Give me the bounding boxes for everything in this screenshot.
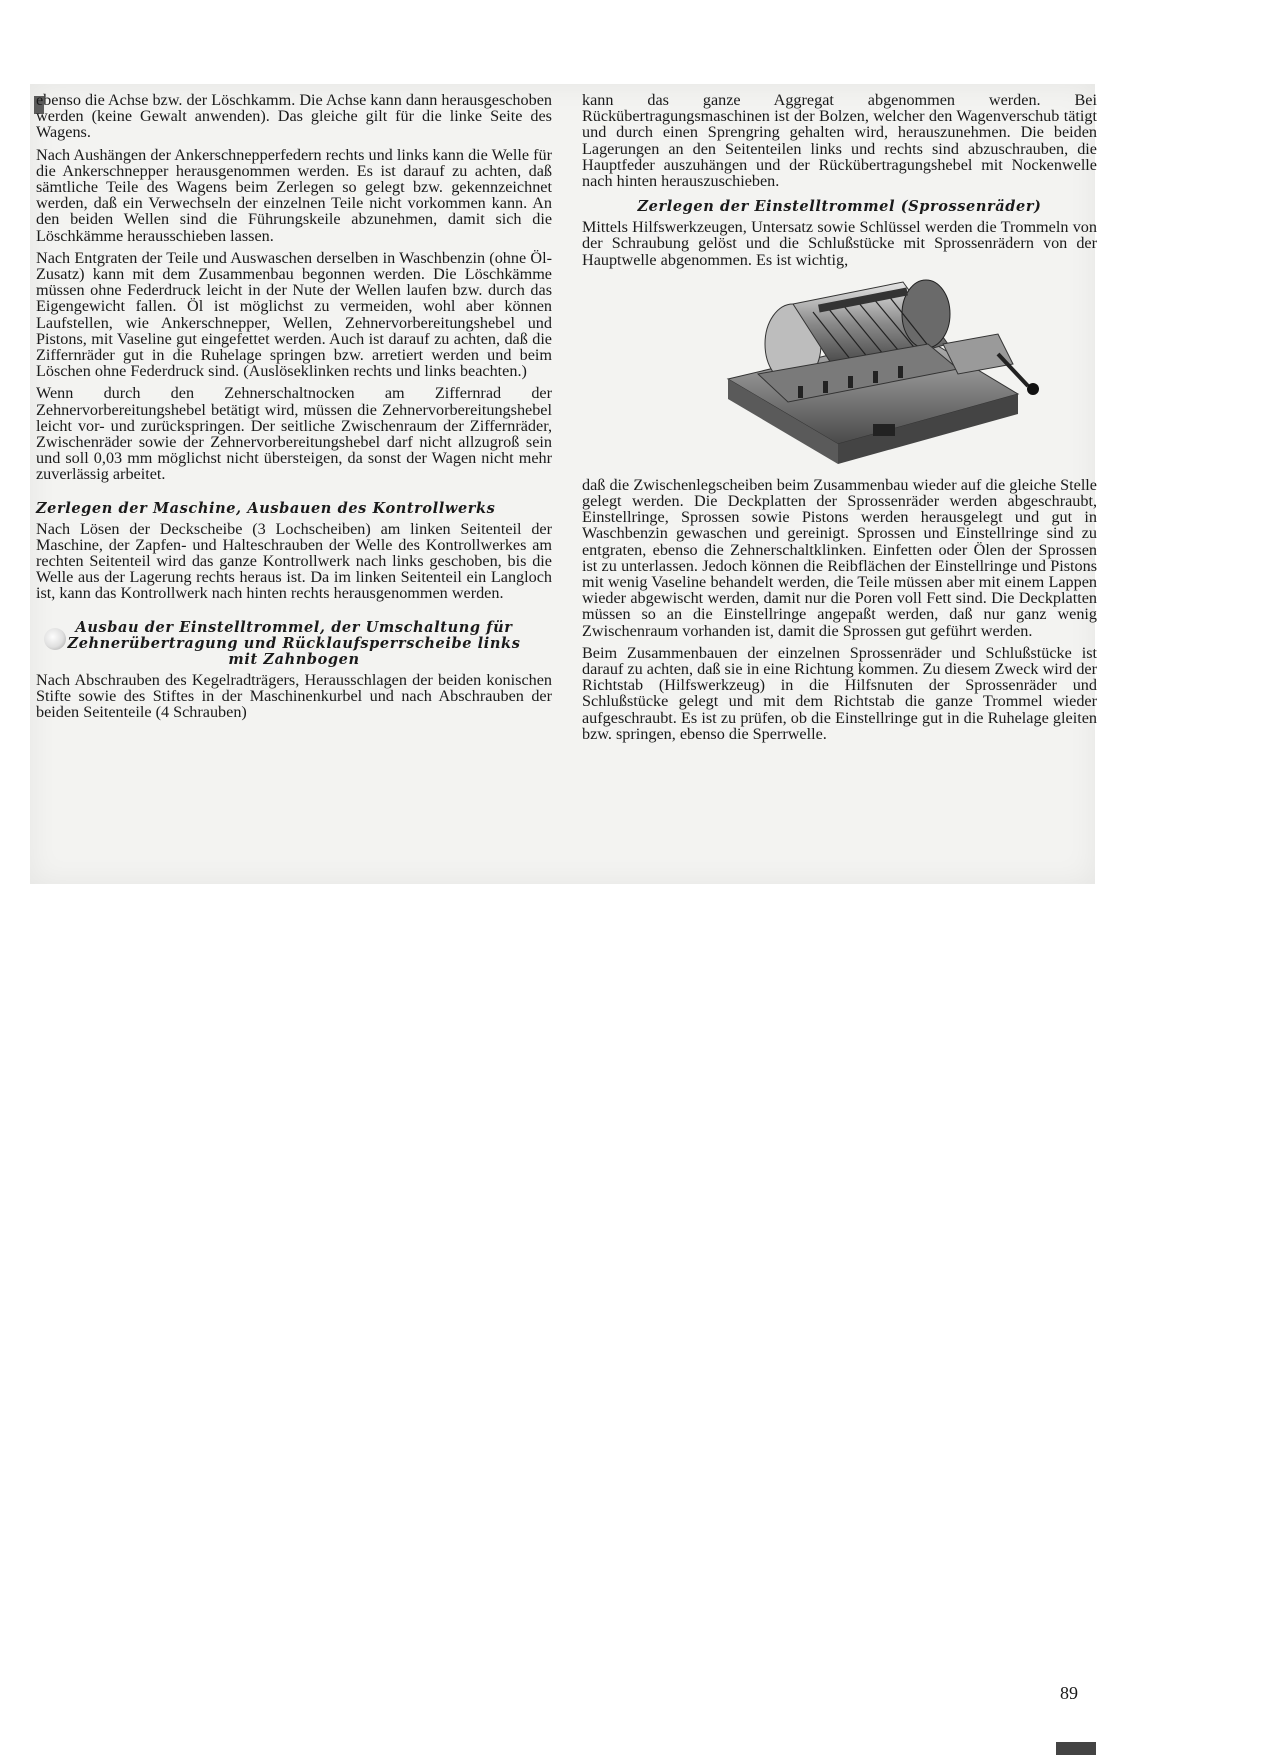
paragraph: Nach Aushängen der Ankerschnepperfedern rechts und links kann die Welle für die Ankerschnepper herausgenommen werden. Es ist darauf zu achten, daß sämtliche Teile des Wagens beim Zerlegen so gelegt bzw. gekennzeichnet werden, daß ein Verwechseln der einzelnen Teile nicht vorkommen kann. An den beiden Wellen sind die Führungskeile abzunehmen, damit sich die Löschkämme herausschieben lassen.: [36, 145, 552, 245]
calculator-photo: [698, 274, 1088, 469]
paragraph: Nach Lösen der Deckscheibe (3 Lochscheiben) am linken Seitenteil der Maschine, der Zapfen- und Halteschrauben der Welle des Kontrollwerkes am rechten Seitenteil wird das ganze Kontrollwerk nach links geschoben, bis die Welle aus der Lagerung rechts heraus ist. Da im linken Seitenteil ein Langloch ist, kann das Kontrollwerk nach hinten rechts herausgenommen werden.: [36, 519, 552, 603]
paragraph: Mittels Hilfswerkzeugen, Untersatz sowie Schlüssel werden die Trommeln von der Schraubung gelöst und die Schlußstücke mit Sprossenrädern von der Hauptwelle abgenommen. Es ist wichtig,: [582, 218, 1097, 269]
section-heading: [36, 620, 552, 668]
section-heading: Zerlegen der Maschine, Ausbauen des Kontrollwerks: [36, 499, 496, 517]
paragraph: daß die Zwischenlegscheiben beim Zusammenbau wieder auf die gleiche Stelle gelegt werden. Die Deckplatten der Sprossenräder werden abgeschraubt, Einstellringe, Sprossen sowie Pistons werden herausgelegt und gut in Waschbenzin gewaschen und gereinigt. Sprossen und Einstellringe sind zu entgraten, ebenso die Zehnerschaltklinken. Einfetten oder Ölen der Sprossen ist zu unterlassen. Jedoch können die Reibflächen der Einstellringe und Pistons mit wenig Vaseline behandelt werden, die Teile müssen aber mit einem Lappen wieder abgewischt werden, damit nur die Poren voll Fett sind. Die Deckplatten müssen so an die Einstellringe angepaßt werden, daß nur ganz wenig Zwischenraum vorhanden ist, damit die Sprossen gut geführt werden.: [582, 475, 1097, 640]
paragraph: ebenso die Achse bzw. der Löschkamm. Die Achse kann dann herausgeschoben werden (keine Gewalt anwenden). Das gleiche gilt für die linke Seite des Wagens.: [36, 91, 552, 142]
heading-line: Ausbau der Einstelltrommel, der Umschaltung für: [75, 618, 513, 636]
right-column: [582, 92, 1097, 748]
left-column: [36, 92, 552, 726]
scan-edge-mark: [1056, 1742, 1096, 1755]
section-heading: Zerlegen der Einstelltrommel (Sprossenräder): [637, 198, 1042, 216]
paragraph: Nach Abschrauben des Kegelradträgers, Herausschlagen der beiden konischen Stifte sowie des Stiftes in der Maschinenkurbel und nach Abschrauben der beiden Seitenteile (4 Schrauben): [36, 670, 552, 722]
paragraph: Nach Entgraten der Teile und Auswaschen derselben in Waschbenzin (ohne Öl-Zusatz) kann mit dem Zusammenbau begonnen werden. Die Löschkämme müssen ohne Federdruck leicht in der Nute der Wellen laufen bzw. durch das Eigengewicht fallen. Öl ist möglichst zu vermeiden, wohl aber können Laufstellen, wie Ankerschnepper, Wellen, Zehnervorbereitungshebel und Pistons, mit Vaseline gut eingefettet werden. Auch ist darauf zu achten, daß die Ziffernräder gut in die Ruhelage springen bzw. arretiert werden und beim Löschen ohne Federdruck sind. (Auslöseklinken rechts und links beachten.): [36, 248, 552, 381]
calculator-illustration: [698, 274, 1088, 469]
page-number: 89: [1060, 1683, 1078, 1703]
paragraph: kann das ganze Aggregat abgenommen werden. Bei Rückübertragungsmaschinen ist der Bolzen, welcher den Wagenverschub tätigt und durch einen Sprengring gehalten wird, herauszunehmen. Die beiden Lagerungen an den Seitenteilen links und rechts sind abzuschrauben, die Hauptfeder auszuhängen und der Rückübertragungshebel mit Nockenwelle nach hinten herauszuschieben.: [582, 91, 1097, 191]
heading-line: mit Zahnbogen: [228, 650, 360, 668]
paragraph: Wenn durch den Zehnerschaltnocken am Ziffernrad der Zehnervorbereitungshebel betätigt wird, müssen die Zehnervorbereitungshebel leicht vor- und zurückspringen. Der seitliche Zwischenraum der Ziffernräder, Zwischenräder sowie der Zehnervorbereitungshebel darf nicht allzugroß sein und soll 0,03 mm möglichst nicht übersteigen, da sonst der Wagen nicht mehr zuverlässig arbeitet.: [36, 384, 552, 484]
heading-line: Zehnerübertragung und Rücklaufsperrscheibe links: [67, 634, 521, 652]
paragraph: Beim Zusammenbauen der einzelnen Sprossenräder und Schlußstücke ist darauf zu achten, daß sie in eine Richtung kommen. Zu diesem Zweck wird der Richtstab (Hilfswerkzeug) in die Hilfsnuten der Sprossenräder und Schlußstücke gelegt und mit dem Richtstab die ganze Trommel wieder aufgeschraubt. Es ist zu prüfen, ob die Einstellringe gut in die Ruhelage gleiten bzw. springen, ebenso die Sperrwelle.: [582, 643, 1097, 743]
